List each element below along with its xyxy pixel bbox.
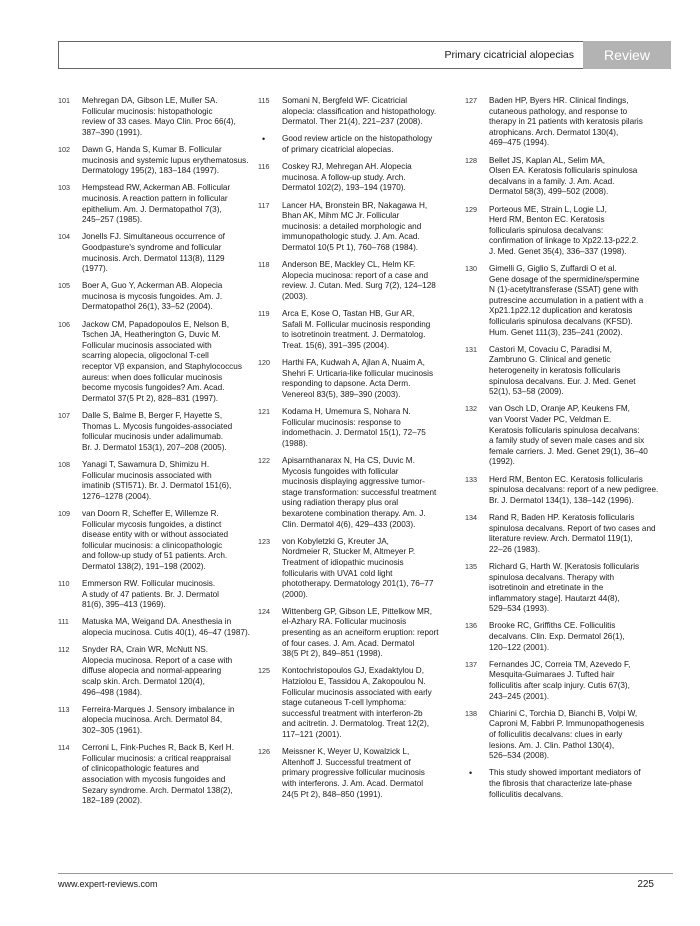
- reference-text: Good review article on the histopathology of primary cicatricial alopecias.: [282, 134, 433, 154]
- reference-number: 114: [58, 743, 70, 753]
- reference-number: 110: [58, 579, 70, 589]
- reference-text: van Osch LD, Oranje AP, Keukens FM, van Voorst Vader PC, Veldman E. Keratosis follicularis spinulosa decalvans: a family study of seven male cases and six female carriers. J. Med. Genet 29(1), 36–40 (1992).: [489, 404, 648, 467]
- reference-text: Castori M, Covaciu C, Paradisi M, Zambruno G. Clinical and genetic heterogeneity in keratosis follicularis spinulosa decalvans. Eur. J. Med. Genet 52(1), 53–58 (2009).: [489, 344, 636, 397]
- reference-item: [258, 747, 465, 800]
- reference-item: [258, 260, 465, 302]
- reference-item: [58, 320, 258, 405]
- reference-item: [258, 407, 465, 449]
- reference-number: 117: [258, 200, 270, 210]
- reference-column-2: [258, 96, 465, 807]
- reference-item: [258, 201, 465, 254]
- reference-text: Rand R, Baden HP. Keratosis follicularis spinulosa decalvans. Report of two cases and literature review. Arch. Dermatol 119(1), 22–26 (1983).: [489, 512, 656, 554]
- reference-item: [58, 183, 258, 225]
- reference-number: 132: [465, 404, 477, 414]
- footer-url: www.expert-reviews.com: [58, 879, 158, 889]
- reference-text: Richard G, Harth W. [Keratosis follicularis spinulosa decalvans. Therapy with isotretinoin and etretinate in the inflammatory stage]. Hautarzt 44(8), 529–534 (1993).: [489, 561, 640, 614]
- reference-number: 127: [465, 96, 477, 105]
- reference-number: 133: [465, 474, 477, 484]
- reference-number: 122: [258, 455, 270, 465]
- reference-text: Yanagi T, Sawamura D, Shimizu H. Follicular mucinosis associated with imatinib (STI571). Br. J. Dermatol 151(6), 1276–1278 (2004).: [82, 459, 232, 501]
- reference-item: [465, 562, 675, 615]
- reference-number: 136: [465, 621, 477, 631]
- reference-number: 135: [465, 561, 477, 571]
- reference-number: 107: [58, 411, 70, 420]
- reference-item: [258, 537, 465, 601]
- reference-text: Mehregan DA, Gibson LE, Muller SA. Follicular mucinosis: histopathologic review of 33 cases. Mayo Clin. Proc 66(4), 387–390 (1991).: [82, 96, 236, 137]
- reference-text: Kontochristopoulos GJ, Exadaktylou D, Hatziolou E, Tassidou A, Zakopoulou N. Follicular mucinosis associated with early stage cutaneous T-cell lymphoma: successful treatment with interferon-2b and acitretin. J. Dermatolog. Treat 12(2), 117–121 (2001).: [282, 666, 432, 739]
- reference-text: Fernandes JC, Correia TM, Azevedo F, Mesquita-Guimaraes J. Tufted hair folliculitis after scalp injury. Cutis 67(3), 243–245 (2001).: [489, 659, 631, 701]
- reference-text: Hempstead RW, Ackerman AB. Follicular mucinosis. A reaction pattern in follicular epithelium. Am. J. Dermatopathol 7(3), 245–257 (1985).: [82, 183, 231, 225]
- section-tab-review: Review: [583, 41, 671, 69]
- reference-text: Jonells FJ. Simultaneous occurrence of Goodpasture's syndrome and follicular mucinosis. Arch. Dermatol 113(8), 1129 (1977).: [82, 232, 225, 274]
- reference-item: [258, 456, 465, 530]
- reference-item: [58, 96, 258, 138]
- bullet-icon: •: [262, 134, 266, 145]
- reference-item: [465, 264, 675, 338]
- reference-item: [465, 205, 675, 258]
- reference-item: [58, 232, 258, 274]
- reference-number: 130: [465, 264, 477, 274]
- reference-text: Gimelli G, Giglio S, Zuffardi O et al. Gene dosage of the spermidine/spermine N (1)-acetyltransferase (SSAT) gene with putrescine accumulation in a patient with a Xp21.1p22.12 duplication and keratosis follicularis spinulosa decalvans (KFSD). Hum. Genet 111(3), 235–241 (2002).: [489, 264, 644, 337]
- reference-number: 128: [465, 155, 477, 165]
- reference-text: Emmerson RW. Follicular mucinosis. A study of 47 patients. Br. J. Dermatol 81(6), 395–413 (1969).: [82, 579, 219, 610]
- running-title: Primary cicatricial alopecias: [444, 49, 574, 61]
- page-number: 225: [637, 879, 654, 890]
- reference-text: Herd RM, Benton EC. Keratosis follicularis spinulosa decalvans: report of a new pedigree. Br. J. Dermatol 134(1), 138–142 (1996).: [489, 474, 659, 505]
- reference-item: [258, 666, 465, 740]
- reference-number: 104: [58, 232, 70, 242]
- reference-text: Cerroni L, Fink-Puches R, Back B, Kerl H. Follicular mucinosis: a critical reappraisal of clinicopathologic features and association with mycosis fungoides and Sezary syndrome. Arch. Dermatol 138(2), 182–189 (2002).: [82, 743, 234, 806]
- reference-item: [465, 660, 675, 702]
- reference-item: [465, 475, 675, 507]
- reference-number: 120: [258, 358, 270, 368]
- reference-text: Ferreira-Marques J. Sensory imbalance in alopecia mucinosa. Arch. Dermatol 84, 302–305 (1961).: [82, 704, 235, 735]
- reference-text: van Doorn R, Scheffer E, Willemze R. Follicular mycosis fungoides, a distinct disease entity with or without associated follicular mucinosis: a clinicopathologic and follow-up study of 51 patients. Arch. Dermatol 138(2), 191–198 (2002).: [82, 508, 229, 571]
- reference-text: Arca E, Kose O, Tastan HB, Gur AR, Safali M. Follicular mucinosis responding to isotretinoin treatment. J. Dermatolog. Treat. 15(6), 391–395 (2004).: [282, 309, 431, 350]
- reference-item: [465, 621, 675, 653]
- reference-number: 101: [58, 96, 70, 105]
- reference-text: Harthi FA, Kudwah A, Ajlan A, Nuaim A, Shehri F. Urticaria-like follicular mucinosis responding to dapsone. Acta Derm. Venereol 83(5), 389–390 (2003).: [282, 358, 434, 399]
- reference-annotation: [465, 768, 675, 800]
- reference-number: 134: [465, 512, 477, 522]
- reference-number: 121: [258, 407, 270, 416]
- reference-text: Coskey RJ, Mehregan AH. Alopecia mucinosa. A follow-up study. Arch. Dermatol 102(2), 193–194 (1970).: [282, 162, 412, 193]
- reference-item: [465, 345, 675, 398]
- reference-number: 112: [58, 645, 70, 655]
- reference-item: [465, 96, 675, 149]
- reference-number: 102: [58, 144, 70, 154]
- reference-item: [465, 404, 675, 468]
- reference-item: [465, 709, 675, 762]
- reference-text: Wittenberg GP, Gibson LE, Pittelkow MR, el-Azhary RA. Follicular mucinosis presenting as an acneiform eruption: report of four cases. J. Am. Acad. Dermatol 38(5 Pt 2), 849–851 (1998).: [282, 606, 439, 659]
- reference-number: 109: [58, 508, 70, 518]
- reference-number: 111: [58, 617, 69, 627]
- reference-number: 103: [58, 183, 70, 193]
- reference-item: [58, 281, 258, 313]
- reference-column-3: [465, 96, 675, 807]
- reference-number: 118: [258, 260, 270, 270]
- reference-text: von Kobyletzki G, Kreuter JA, Nordmeier R, Stucker M, Altmeyer P. Treatment of idiopathic mucinosis follicularis with UVA1 cold light phototherapy. Dermatology 201(1), 76–77 (2000).: [282, 536, 434, 599]
- reference-text: This study showed important mediators of the fibrosis that characterize late-phase folliculitis decalvans.: [489, 768, 641, 799]
- reference-item: [465, 156, 675, 198]
- reference-text: Apisarnthanarax N, Ha CS, Duvic M. Mycosis fungoides with follicular mucinosis displaying aggressive tumor- stage transformation: successful treatment using radiation therapy plus oral bexarotene combination therapy. Am. J. Clin. Dermatol 4(6), 429–433 (2003).: [282, 455, 437, 529]
- reference-text: Somani N, Bergfeld WF. Cicatricial alopecia: classification and histopathology. Dermatol. Ther 21(4), 221–237 (2008).: [282, 96, 437, 127]
- reference-item: [465, 513, 675, 555]
- reference-text: Baden HP, Byers HR. Clinical findings, cutaneous pathology, and response to therapy in 21 patients with keratosis pilaris atrophicans. Arch. Dermatol 130(4), 469–475 (1994).: [489, 96, 643, 148]
- reference-number: 126: [258, 747, 270, 757]
- reference-number: 105: [58, 281, 70, 291]
- reference-item: [58, 705, 258, 737]
- reference-text: Dawn G, Handa S, Kumar B. Follicular mucinosis and systemic lupus erythematosus. Dermatology 195(2), 183–184 (1997).: [82, 144, 249, 176]
- reference-number: 113: [58, 704, 70, 714]
- reference-number: 125: [258, 666, 270, 676]
- reference-number: 138: [465, 708, 477, 718]
- reference-number: 108: [58, 459, 70, 469]
- reference-text: Anderson BE, Mackley CL, Helm KF. Alopecia mucinosa: report of a case and review. J. Cutan. Med. Surg 7(2), 124–128 (2003).: [282, 260, 436, 301]
- reference-number: 115: [258, 96, 270, 105]
- reference-item: [58, 645, 258, 698]
- reference-item: [258, 96, 465, 128]
- reference-number: 116: [258, 162, 270, 172]
- reference-column-1: [58, 96, 258, 813]
- reference-item: [58, 617, 258, 638]
- reference-number: 129: [465, 204, 477, 214]
- reference-number: 124: [258, 606, 270, 616]
- reference-number: 119: [258, 309, 270, 319]
- reference-number: 131: [465, 344, 477, 354]
- reference-text: Jackow CM, Papadopoulos E, Nelson B, Tschen JA, Heatherington G, Duvic M. Follicular mucinosis associated with scarring alopecia, oligoclonal T-cell receptor Vβ expansion, and Staphylococcus aureus: when does follicular mucinosis become mycosis fungoides? Am. Acad. Dermatol 37(5 Pt 2), 828–831 (1997).: [82, 319, 242, 403]
- reference-number: 106: [58, 319, 70, 329]
- bullet-icon: •: [469, 768, 473, 779]
- reference-item: [258, 309, 465, 351]
- reference-item: [58, 743, 258, 807]
- reference-number: 137: [465, 659, 477, 669]
- reference-item: [258, 607, 465, 660]
- reference-text: Porteous ME, Strain L, Logie LJ, Herd RM, Benton EC. Keratosis follicularis spinulosa decalvans: confirmation of linkage to Xp22.13-p22.2. J. Med. Genet 35(4), 336–337 (1998).: [489, 204, 639, 256]
- reference-text: Dalle S, Balme B, Berger F, Hayette S, Thomas L. Mycosis fungoides-associated follicular mucinosis under adalimumab. Br. J. Dermatol 153(1), 207–208 (2005).: [82, 411, 233, 452]
- reference-text: Bellet JS, Kaplan AL, Selim MA, Olsen EA. Keratosis follicularis spinulosa decalvans in a family. J. Am. Acad. Dermatol 58(3), 499–502 (2008).: [489, 155, 638, 197]
- reference-text: Matuska MA, Weigand DA. Anesthesia in alopecia mucinosa. Cutis 40(1), 46–47 (1987).: [82, 617, 250, 638]
- reference-text: Snyder RA, Crain WR, McNutt NS. Alopecia mucinosa. Report of a case with diffuse alopecia and normal-appearing scalp skin. Arch. Dermatol 120(4), 496–498 (1984).: [82, 645, 233, 697]
- reference-item: [58, 145, 258, 177]
- reference-item: [258, 162, 465, 194]
- reference-item: [58, 579, 258, 611]
- reference-text: Boer A, Guo Y, Ackerman AB. Alopecia mucinosa is mycosis fungoides. Am. J. Dermatopathol 26(1), 33–52 (2004).: [82, 281, 223, 312]
- reference-text: Chiarini C, Torchia D, Bianchi B, Volpi W, Caproni M, Fabbri P. Immunopathogenesis of folliculitis decalvans: clues in early lesions. Am. J. Clin. Pathol 130(4), 526–534 (2008).: [489, 708, 645, 761]
- reference-item: [258, 358, 465, 400]
- reference-text: Kodama H, Umemura S, Nohara N. Follicular mucinosis: response to indomethacin. J. Dermatol 15(1), 72–75 (1988).: [282, 407, 426, 448]
- footer-divider: [58, 873, 673, 874]
- reference-item: [58, 411, 258, 453]
- reference-text: Meissner K, Weyer U, Kowalzick L, Altenhoff J. Successful treatment of primary progressive follicular mucinosis with interferons. J. Am. Acad. Dermatol 24(5 Pt 2), 848–850 (1991).: [282, 747, 425, 799]
- reference-text: Brooke RC, Griffiths CE. Folliculitis decalvans. Clin. Exp. Dermatol 26(1), 120–122 (2001).: [489, 621, 625, 652]
- reference-item: [58, 460, 258, 502]
- reference-text: Lancer HA, Bronstein BR, Nakagawa H, Bhan AK, Mihm MC Jr. Follicular mucinosis: a detailed morphologic and immunopathologic study. J. Am. Acad. Dermatol 10(5 Pt 1), 760–768 (1984).: [282, 200, 428, 252]
- reference-item: [58, 509, 258, 573]
- reference-annotation: [258, 134, 465, 155]
- reference-number: 123: [258, 536, 270, 546]
